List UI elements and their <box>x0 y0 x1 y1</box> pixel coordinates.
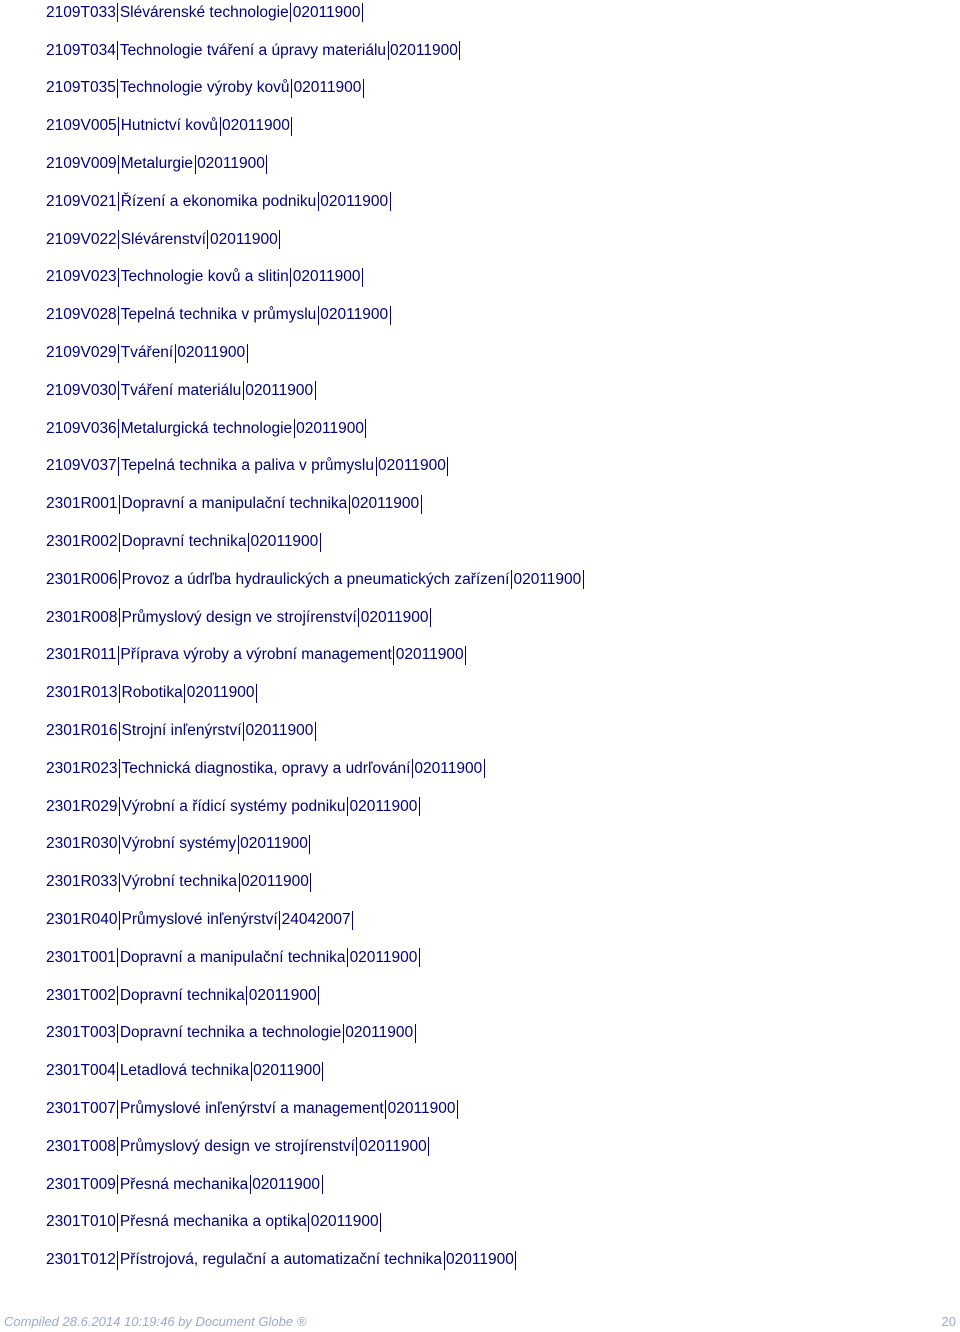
program-name: Dopravní technika <box>121 533 247 551</box>
program-code: 2109V022 <box>46 230 117 248</box>
separator <box>388 41 389 60</box>
separator <box>430 608 431 627</box>
separator <box>117 1137 118 1156</box>
program-number: 02011900 <box>358 1137 427 1155</box>
separator <box>291 117 292 136</box>
program-number: 02011900 <box>245 722 314 740</box>
program-number: 02011900 <box>446 1251 514 1269</box>
program-name: Řízení a ekonomika podniku <box>120 192 317 210</box>
program-number: 02011900 <box>349 797 418 815</box>
separator <box>118 419 119 438</box>
program-name: Přesná mechanika a optika <box>119 1213 307 1231</box>
separator <box>119 570 120 589</box>
list-item <box>46 1128 585 1166</box>
list-item <box>46 221 585 259</box>
separator <box>119 722 120 741</box>
separator <box>256 684 257 703</box>
program-name: Slévárenské technologie <box>119 3 289 21</box>
program-code: 2301R002 <box>46 533 118 551</box>
program-name: Výrobní technika <box>121 873 238 891</box>
program-number: 02011900 <box>197 155 265 173</box>
program-number: 02011900 <box>240 835 308 853</box>
separator <box>117 948 118 967</box>
separator <box>347 948 348 967</box>
program-code: 2301R011 <box>46 646 117 664</box>
list-item <box>46 485 585 523</box>
separator <box>318 986 319 1005</box>
separator <box>385 1100 386 1119</box>
program-name: Dopravní technika a technologie <box>119 1024 342 1042</box>
separator <box>243 381 244 400</box>
program-name: Výrobní systémy <box>121 835 237 853</box>
separator <box>291 79 292 98</box>
program-code: 2109V021 <box>46 192 117 210</box>
separator <box>118 344 119 363</box>
program-code: 2109V037 <box>46 457 117 475</box>
list-item <box>46 1052 585 1090</box>
separator <box>238 835 239 854</box>
separator <box>117 1175 118 1194</box>
program-code: 2109V036 <box>46 419 117 437</box>
separator <box>117 1251 118 1270</box>
program-number: 02011900 <box>209 230 278 248</box>
program-code: 2109V030 <box>46 381 117 399</box>
separator <box>428 1137 429 1156</box>
program-code: 2301T012 <box>46 1251 116 1269</box>
program-name: Dopravní technika <box>119 986 245 1004</box>
program-code: 2301R001 <box>46 495 118 513</box>
separator <box>421 495 422 514</box>
program-name: Technologie výroby kovů <box>119 79 290 97</box>
list-item <box>46 788 585 826</box>
compiled-note: Compiled 28.6.2014 10:19:46 by Document Globe ® <box>4 1314 307 1329</box>
separator <box>117 41 118 60</box>
separator <box>175 344 176 363</box>
separator <box>247 344 248 363</box>
program-code: 2301T002 <box>46 986 116 1004</box>
separator <box>117 1024 118 1043</box>
list-item <box>46 183 585 221</box>
list-item <box>46 901 585 939</box>
separator <box>118 646 119 665</box>
separator <box>349 495 350 514</box>
separator <box>118 192 119 211</box>
program-code: 2301R033 <box>46 873 118 891</box>
page-footer <box>4 1313 956 1332</box>
program-name: Výrobní a řídicí systémy podniku <box>121 797 346 815</box>
program-number: 02011900 <box>351 495 420 513</box>
separator <box>419 948 420 967</box>
program-number: 02011900 <box>378 457 446 475</box>
separator <box>118 306 119 325</box>
list-item <box>46 145 585 183</box>
separator <box>119 608 120 627</box>
program-number: 02011900 <box>513 570 582 588</box>
list-item <box>46 712 585 750</box>
separator <box>239 873 240 892</box>
program-code: 2301T007 <box>46 1100 116 1117</box>
separator <box>419 797 420 816</box>
program-name: Tepelná technika a paliva v průmyslu <box>120 457 374 475</box>
program-number: 24042007 <box>281 911 351 929</box>
separator <box>117 79 118 98</box>
separator <box>310 873 311 892</box>
separator <box>266 155 267 174</box>
separator <box>515 1251 516 1270</box>
separator <box>465 646 466 665</box>
program-name: Letadlová technika <box>119 1062 250 1080</box>
program-name: Přístrojová, regulační a automatizační technika <box>119 1251 443 1269</box>
separator <box>380 1213 381 1232</box>
program-number: 02011900 <box>310 1213 379 1231</box>
separator <box>459 41 460 60</box>
separator <box>390 306 391 325</box>
list-item <box>46 561 585 599</box>
program-code: 2301T010 <box>46 1213 116 1231</box>
separator <box>246 986 247 1005</box>
program-code: 2109V005 <box>46 117 117 135</box>
program-code: 2301T009 <box>46 1175 116 1193</box>
separator <box>318 192 319 211</box>
program-number: 02011900 <box>395 646 464 664</box>
separator <box>358 608 359 627</box>
program-name: Průmyslový design ve strojírenství <box>121 608 357 626</box>
separator <box>119 797 120 816</box>
separator <box>320 533 321 552</box>
program-name: Provoz a údrľba hydraulických a pneumatických zařízení <box>121 570 510 588</box>
separator <box>207 230 208 249</box>
list-item <box>46 637 585 675</box>
list-item <box>46 750 585 788</box>
separator <box>447 457 448 476</box>
program-name: Průmyslový design ve strojírenství <box>119 1137 355 1155</box>
separator <box>308 1213 309 1232</box>
program-code: 2109T035 <box>46 79 116 97</box>
list-item <box>46 107 585 145</box>
list-item <box>46 863 585 901</box>
program-number: 02011900 <box>320 192 389 210</box>
program-code: 2301R040 <box>46 911 118 929</box>
separator <box>251 1062 252 1081</box>
list-item <box>46 674 585 712</box>
separator <box>390 192 391 211</box>
program-name: Dopravní a manipulační technika <box>121 495 348 513</box>
separator <box>365 419 366 438</box>
separator <box>511 570 512 589</box>
separator <box>318 306 319 325</box>
list-item <box>46 1166 585 1204</box>
separator <box>412 759 413 778</box>
program-name: Metalurgická technologie <box>120 419 293 437</box>
program-code: 2109T034 <box>46 41 116 59</box>
separator <box>195 155 196 174</box>
program-name: Technická diagnostika, opravy a udrľování <box>121 759 411 777</box>
separator <box>363 79 364 98</box>
separator <box>118 230 119 249</box>
program-list <box>46 0 585 1285</box>
program-code: 2109V023 <box>46 268 117 286</box>
separator <box>184 684 185 703</box>
program-name: Hutnictví kovů <box>120 117 219 135</box>
program-code: 2301T008 <box>46 1137 116 1155</box>
program-code: 2109T033 <box>46 3 116 21</box>
separator <box>393 646 394 665</box>
program-number: 02011900 <box>248 986 317 1004</box>
program-code: 2301R013 <box>46 684 118 702</box>
program-number: 02011900 <box>177 344 246 362</box>
list-item <box>46 372 585 410</box>
separator <box>250 1175 251 1194</box>
program-code: 2301R029 <box>46 797 118 815</box>
list-item <box>46 334 585 372</box>
separator <box>117 3 118 22</box>
program-name: Dopravní a manipulační technika <box>119 948 346 966</box>
list-item <box>46 448 585 486</box>
separator <box>248 533 249 552</box>
program-number: 02011900 <box>320 306 389 324</box>
program-code: 2301R016 <box>46 722 118 740</box>
list-item <box>46 523 585 561</box>
separator <box>415 1024 416 1043</box>
list-item <box>46 0 585 32</box>
list-item <box>46 1090 585 1128</box>
separator <box>279 230 280 249</box>
separator <box>362 3 363 22</box>
separator <box>119 873 120 892</box>
separator <box>315 381 316 400</box>
separator <box>376 457 377 476</box>
list-item <box>46 939 585 977</box>
separator <box>352 911 353 930</box>
separator <box>294 419 295 438</box>
separator <box>343 1024 344 1043</box>
separator <box>322 1175 323 1194</box>
separator <box>119 759 120 778</box>
program-number: 02011900 <box>293 79 362 97</box>
separator <box>117 1062 118 1081</box>
separator <box>119 495 120 514</box>
program-name: Průmyslové inľenýrství <box>121 911 278 929</box>
separator <box>119 911 120 930</box>
program-code: 2301T003 <box>46 1024 116 1042</box>
program-code: 2301R008 <box>46 608 118 626</box>
program-name: Slévárenství <box>120 230 206 248</box>
program-number: 02011900 <box>186 684 255 702</box>
separator <box>290 268 291 287</box>
list-item <box>46 70 585 108</box>
program-name: Technologie kovů a slitin <box>120 268 289 286</box>
separator <box>362 268 363 287</box>
program-number: 02011900 <box>349 948 418 966</box>
separator <box>119 533 120 552</box>
separator <box>457 1100 458 1119</box>
separator <box>322 1062 323 1081</box>
program-number: 02011900 <box>253 1062 321 1080</box>
separator <box>484 759 485 778</box>
program-number: 02011900 <box>292 268 361 286</box>
program-name: Průmyslové inľenýrství a management <box>119 1100 384 1117</box>
program-number: 02011900 <box>387 1100 456 1117</box>
page-number: 20 <box>941 1314 956 1329</box>
program-number: 02011900 <box>252 1175 320 1193</box>
separator <box>347 797 348 816</box>
separator <box>583 570 584 589</box>
separator <box>117 986 118 1005</box>
separator <box>290 3 291 22</box>
program-code: 2301T001 <box>46 948 116 966</box>
separator <box>279 911 280 930</box>
program-code: 2301R006 <box>46 570 118 588</box>
separator <box>119 835 120 854</box>
program-number: 02011900 <box>245 381 314 399</box>
program-name: Příprava výroby a výrobní management <box>120 646 392 664</box>
separator <box>118 381 119 400</box>
list-item <box>46 1204 585 1242</box>
list-item <box>46 296 585 334</box>
program-number: 02011900 <box>241 873 309 891</box>
list-item <box>46 259 585 297</box>
program-code: 2301T004 <box>46 1062 116 1080</box>
separator <box>117 1100 118 1119</box>
list-item <box>46 410 585 448</box>
program-name: Metalurgie <box>120 155 194 173</box>
separator <box>118 268 119 287</box>
separator <box>118 457 119 476</box>
program-name: Robotika <box>121 684 183 702</box>
program-code: 2109V009 <box>46 155 117 173</box>
list-item <box>46 1015 585 1053</box>
program-code: 2109V029 <box>46 344 117 362</box>
program-number: 02011900 <box>345 1024 414 1042</box>
program-number: 02011900 <box>390 41 458 59</box>
separator <box>356 1137 357 1156</box>
separator <box>117 1213 118 1232</box>
program-name: Technologie tváření a úpravy materiálu <box>119 41 387 59</box>
separator <box>118 117 119 136</box>
separator <box>444 1251 445 1270</box>
program-name: Tepelná technika v průmyslu <box>120 306 317 324</box>
program-code: 2301R030 <box>46 835 118 853</box>
separator <box>309 835 310 854</box>
program-number: 02011900 <box>414 759 483 777</box>
program-number: 02011900 <box>296 419 364 437</box>
program-number: 02011900 <box>250 533 319 551</box>
separator <box>220 117 221 136</box>
separator <box>243 722 244 741</box>
list-item <box>46 977 585 1015</box>
program-number: 02011900 <box>222 117 290 135</box>
list-item <box>46 826 585 864</box>
list-item <box>46 1241 585 1279</box>
separator <box>118 155 119 174</box>
program-name: Přesná mechanika <box>119 1175 249 1193</box>
program-code: 2109V028 <box>46 306 117 324</box>
program-code: 2301R023 <box>46 759 118 777</box>
program-number: 02011900 <box>292 3 361 21</box>
program-name: Strojní inľenýrství <box>121 722 242 740</box>
program-number: 02011900 <box>360 608 429 626</box>
list-item <box>46 32 585 70</box>
program-name: Tváření <box>120 344 174 362</box>
separator <box>119 684 120 703</box>
list-item <box>46 599 585 637</box>
separator <box>315 722 316 741</box>
program-name: Tváření materiálu <box>120 381 242 399</box>
